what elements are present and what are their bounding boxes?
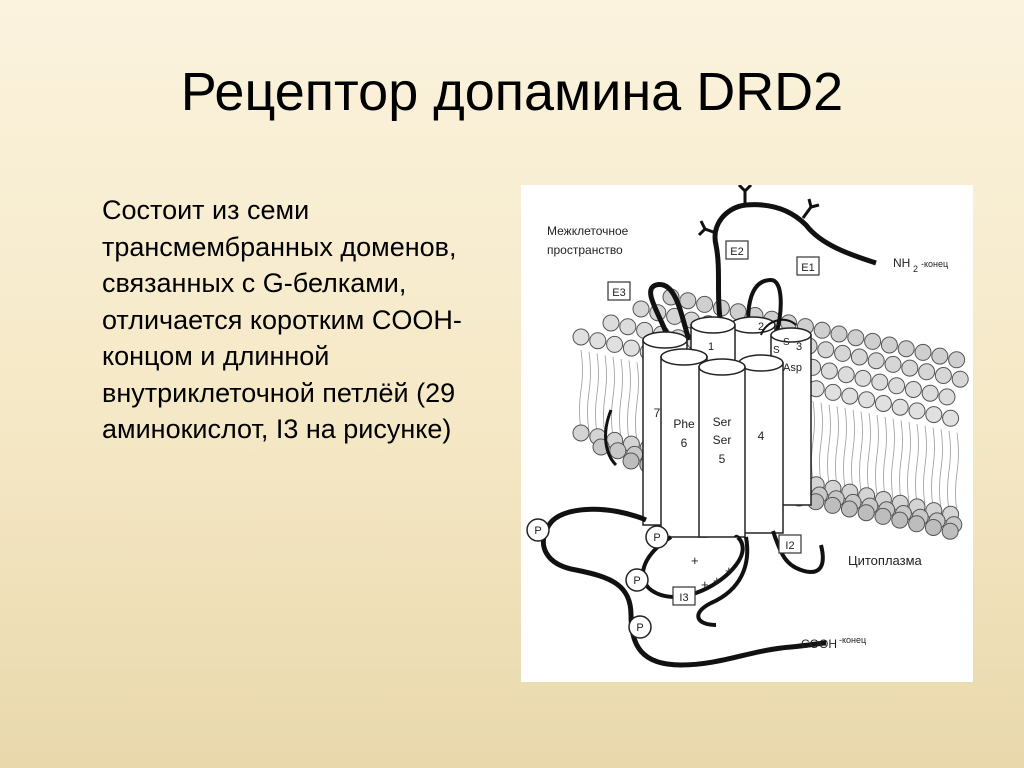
- lipid-head: [821, 363, 837, 379]
- lipid-head: [623, 340, 639, 356]
- lipid-head: [868, 353, 884, 369]
- lipid-head: [892, 399, 908, 415]
- lipid-head: [825, 497, 841, 513]
- lipid-tail: [612, 357, 615, 437]
- receptor-diagram-svg: [521, 185, 973, 682]
- lipid-head: [855, 370, 871, 386]
- lipid-head: [859, 392, 875, 408]
- lipid-head: [875, 396, 891, 412]
- svg-text:COOH: COOH: [801, 637, 837, 651]
- lipid-head: [831, 326, 847, 342]
- lipid-head: [607, 336, 623, 352]
- lipid-head: [885, 356, 901, 372]
- lipid-head: [623, 453, 639, 469]
- lipid-head: [851, 349, 867, 365]
- label-extracellular-2: пространство: [547, 243, 623, 257]
- lipid-tail: [876, 415, 879, 495]
- lipid-head: [842, 388, 858, 404]
- svg-text:-конец: -конец: [839, 635, 867, 645]
- svg-text:I2: I2: [785, 540, 795, 552]
- lipid-head: [590, 333, 606, 349]
- lipid-head: [680, 293, 696, 309]
- lipid-head: [909, 516, 925, 532]
- label-nh2-terminus: [893, 256, 948, 274]
- lipid-tail: [588, 352, 591, 432]
- lipid-head: [838, 367, 854, 383]
- lipid-tail: [828, 405, 831, 485]
- lipid-head: [942, 523, 958, 539]
- helix-5: [699, 359, 745, 537]
- lipid-head: [905, 382, 921, 398]
- lipid-tail: [812, 401, 815, 481]
- lipid-tail: [820, 403, 823, 483]
- lipid-head: [881, 337, 897, 353]
- svg-text:Ser: Ser: [712, 433, 732, 447]
- lipid-tail: [884, 417, 887, 497]
- svg-text:6: 6: [680, 436, 688, 450]
- lipid-head: [835, 345, 851, 361]
- svg-text:P: P: [534, 525, 542, 537]
- label-e3: [608, 282, 630, 300]
- label-extracellular-1: Межклеточное: [547, 224, 629, 238]
- slide-title: Рецептор допамина DRD2: [180, 62, 844, 122]
- lipid-head: [825, 384, 841, 400]
- lipid-tail: [900, 420, 903, 500]
- lipid-head: [697, 296, 713, 312]
- svg-text:P: P: [633, 575, 641, 587]
- lipid-head: [935, 368, 951, 384]
- receptor-diagram: [521, 185, 973, 682]
- lipid-head: [814, 322, 830, 338]
- svg-text:+: +: [725, 563, 733, 578]
- svg-text:P: P: [636, 622, 644, 634]
- label-e2: [726, 241, 748, 259]
- lipid-head: [949, 352, 965, 368]
- lipid-head: [952, 371, 968, 387]
- svg-text:E2: E2: [730, 246, 744, 258]
- svg-text:7: 7: [653, 406, 661, 420]
- lipid-head: [875, 508, 891, 524]
- lipid-head: [889, 378, 905, 394]
- svg-text:2: 2: [757, 321, 765, 333]
- svg-text:4: 4: [757, 429, 765, 443]
- lipid-head: [573, 425, 589, 441]
- label-asp: Asp: [783, 362, 802, 374]
- lipid-head: [932, 348, 948, 364]
- svg-text:I3: I3: [679, 592, 689, 604]
- lipid-head: [926, 407, 942, 423]
- lipid-tail: [844, 408, 847, 488]
- lipid-head: [858, 505, 874, 521]
- label-e1: [797, 257, 819, 275]
- lipid-head: [898, 341, 914, 357]
- phospho-site-4: [629, 616, 651, 638]
- lipid-head: [573, 329, 589, 345]
- lipid-tail: [860, 412, 863, 492]
- lipid-head: [610, 443, 626, 459]
- body-text: Состоит из семи трансмембранных доменов, связанных с G-белками, отличается коротким COOH-концом и длинной внутриклеточной петлёй (29 аминокислот, I3 на рисунке): [102, 195, 462, 444]
- lipid-head: [848, 330, 864, 346]
- label-i3: [673, 587, 695, 605]
- lipid-head: [922, 385, 938, 401]
- lipid-tail: [948, 431, 951, 511]
- lipid-head: [909, 403, 925, 419]
- phospho-site-2: [646, 526, 668, 548]
- lipid-tail: [940, 429, 943, 509]
- i3-loop-chain: [643, 537, 747, 625]
- lipid-head: [915, 344, 931, 360]
- label-cooh-terminus: [801, 635, 866, 651]
- lipid-head: [919, 364, 935, 380]
- svg-text:3: 3: [795, 341, 803, 353]
- svg-text:Ser: Ser: [712, 415, 732, 429]
- lipid-head: [925, 520, 941, 536]
- lipid-head: [943, 410, 959, 426]
- lipid-head: [633, 301, 649, 317]
- svg-text:5: 5: [718, 452, 726, 466]
- lipid-tail: [924, 426, 927, 506]
- lipid-head: [892, 512, 908, 528]
- lipid-tail: [620, 359, 623, 439]
- svg-text:NH: NH: [893, 256, 911, 270]
- lipid-tail: [932, 427, 935, 507]
- phospho-site-1: [527, 519, 549, 541]
- svg-text:S: S: [773, 345, 780, 356]
- lipid-head: [902, 360, 918, 376]
- svg-text:+: +: [691, 553, 699, 568]
- lipid-tail: [596, 354, 599, 434]
- lipid-tail: [868, 413, 871, 493]
- lipid-tail: [908, 422, 911, 502]
- svg-text:S: S: [783, 337, 790, 348]
- svg-text:+: +: [701, 577, 709, 592]
- lipid-head: [620, 319, 636, 335]
- lipid-head: [841, 501, 857, 517]
- svg-text:+: +: [713, 573, 721, 588]
- svg-text:E1: E1: [801, 262, 815, 274]
- svg-text:E3: E3: [612, 287, 626, 299]
- svg-text:1: 1: [707, 341, 715, 353]
- lipid-tail: [636, 362, 639, 442]
- label-cytoplasm: Цитоплазма: [848, 553, 922, 568]
- svg-text:P: P: [653, 532, 661, 544]
- lipid-head: [865, 333, 881, 349]
- phospho-site-3: [626, 569, 648, 591]
- label-i2: [779, 535, 801, 553]
- svg-text:-конец: -конец: [921, 259, 949, 269]
- lipid-tail: [852, 410, 855, 490]
- lipid-tail: [916, 424, 919, 504]
- lipid-head: [818, 342, 834, 358]
- lipid-tail: [836, 406, 839, 486]
- lipid-tail: [956, 433, 959, 513]
- svg-text:2: 2: [913, 264, 919, 274]
- lipid-tail: [580, 350, 583, 430]
- lipid-head: [603, 315, 619, 331]
- svg-text:Phe: Phe: [673, 417, 695, 431]
- lipid-tail: [628, 361, 631, 441]
- lipid-head: [939, 389, 955, 405]
- lipid-head: [872, 374, 888, 390]
- lipid-tail: [892, 419, 895, 499]
